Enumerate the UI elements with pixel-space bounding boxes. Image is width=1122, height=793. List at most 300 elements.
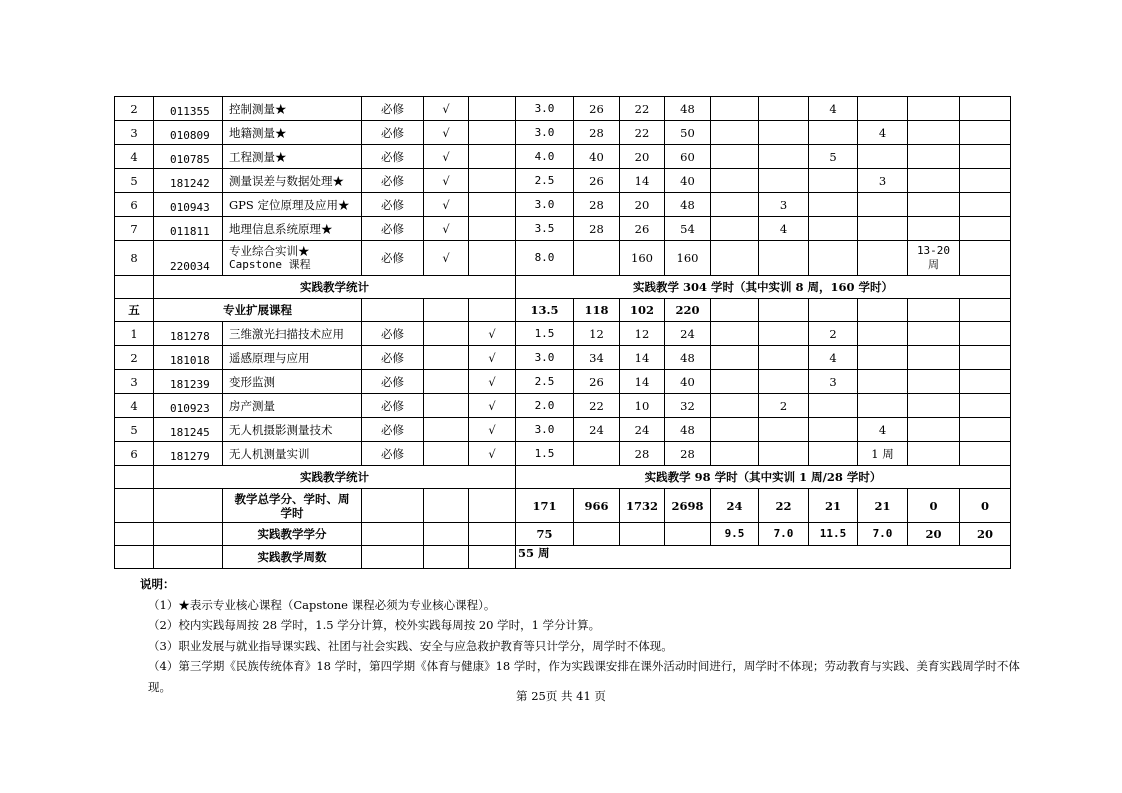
course-name: 三维激光扫描技术应用 (223, 322, 362, 346)
extension-course-rows (115, 322, 1011, 466)
check-mark: √ (424, 241, 469, 276)
semester-cell (908, 97, 960, 121)
course-code: 181279 (154, 442, 223, 466)
semester-total: 21 (809, 489, 858, 523)
credit-cell: 3.0 (516, 346, 574, 370)
practice-hours: 160 (620, 241, 665, 276)
credit-cell: 3.0 (516, 121, 574, 145)
note-item: （3）职业发展与就业指导课实践、社团与社会实践、安全与应急救护教育等只计学分，周学时不体现。 (148, 638, 673, 653)
course-type: 必修 (362, 169, 424, 193)
blank-cell (362, 523, 424, 546)
theory-hours: 12 (574, 322, 620, 346)
course-type: 必修 (362, 442, 424, 466)
table-row (115, 241, 1011, 276)
check-mark (469, 145, 516, 169)
blank-cell (362, 299, 424, 322)
theory-hours: 26 (574, 370, 620, 394)
semester-total: 0 (908, 489, 960, 523)
practice-stat-label: 实践教学统计 (154, 466, 516, 489)
theory-hours: 28 (574, 217, 620, 241)
course-code: 220034 (154, 241, 223, 276)
blank-cell (362, 546, 424, 569)
row-number: 8 (115, 241, 154, 276)
notes-title: 说明： (140, 577, 175, 591)
total-practice: 1732 (620, 489, 665, 523)
practice-hours: 20 (620, 193, 665, 217)
semester-cell: 4 (858, 121, 908, 145)
total-hours: 48 (665, 418, 711, 442)
table-row (115, 442, 1011, 466)
practice-stat-row (115, 466, 1011, 489)
semester-cell: 4 (809, 346, 858, 370)
practice-stat-label: 实践教学统计 (154, 276, 516, 299)
grand-total-label (223, 489, 362, 523)
table-row (115, 370, 1011, 394)
check-mark: √ (469, 418, 516, 442)
semester-cell (960, 418, 1011, 442)
check-mark: √ (469, 322, 516, 346)
semester-cell (759, 241, 809, 276)
grand-total-row (115, 489, 1011, 523)
course-code: 181239 (154, 370, 223, 394)
total-hours: 40 (665, 169, 711, 193)
course-name-line2: Capstone 课程 (229, 258, 311, 271)
blank-cell (115, 546, 154, 569)
credit-cell: 3.0 (516, 193, 574, 217)
practice-hours: 20 (620, 145, 665, 169)
practice-hours: 14 (620, 169, 665, 193)
theory-hours: 26 (574, 169, 620, 193)
row-number: 5 (115, 169, 154, 193)
semester-cell (960, 370, 1011, 394)
course-type: 必修 (362, 346, 424, 370)
check-mark (424, 394, 469, 418)
grand-total-label-line2: 学时 (280, 505, 304, 520)
practice-weeks-row (115, 546, 1011, 569)
blank-cell (665, 523, 711, 546)
semester-cell (809, 241, 858, 276)
blank-cell (154, 546, 223, 569)
row-number: 5 (115, 418, 154, 442)
theory-hours: 22 (574, 394, 620, 418)
semester-cell (711, 442, 759, 466)
practice-hours: 14 (620, 370, 665, 394)
totals (115, 466, 1011, 569)
credit-cell: 1.5 (516, 442, 574, 466)
total-credit: 171 (516, 489, 574, 523)
table-row (115, 418, 1011, 442)
semester-cell (908, 394, 960, 418)
blank-cell (115, 489, 154, 523)
course-code: 181245 (154, 418, 223, 442)
semester-practice-credit: 7.0 (759, 523, 809, 546)
total-hours: 160 (665, 241, 711, 276)
course-name: 变形监测 (223, 370, 362, 394)
theory-hours (574, 442, 620, 466)
semester-cell (960, 346, 1011, 370)
semester-cell (858, 217, 908, 241)
table-row (115, 346, 1011, 370)
total-hours: 28 (665, 442, 711, 466)
check-mark: √ (469, 394, 516, 418)
blank-cell (424, 489, 469, 523)
blank-cell (809, 299, 858, 322)
semester-cell (711, 346, 759, 370)
semester-practice-credit: 7.0 (858, 523, 908, 546)
theory-hours: 40 (574, 145, 620, 169)
total-theory: 966 (574, 489, 620, 523)
check-mark (424, 442, 469, 466)
semester-cell (759, 442, 809, 466)
practice-hours: 22 (620, 97, 665, 121)
capstone-and-summary (115, 241, 1011, 322)
semester-cell (960, 145, 1011, 169)
theory-hours: 26 (574, 97, 620, 121)
course-type: 必修 (362, 322, 424, 346)
practice-weeks-label: 实践教学周数 (223, 546, 362, 569)
semester-cell (908, 241, 960, 276)
course-type: 必修 (362, 241, 424, 276)
theory-hours: 34 (574, 346, 620, 370)
semester-cell (908, 370, 960, 394)
course-name (223, 241, 362, 276)
section-total: 220 (665, 299, 711, 322)
semester-cell (858, 394, 908, 418)
row-number: 3 (115, 370, 154, 394)
blank-cell (858, 299, 908, 322)
semester-cell (960, 193, 1011, 217)
course-type: 必修 (362, 193, 424, 217)
semester-cell (858, 145, 908, 169)
blank-cell (154, 489, 223, 523)
row-number: 2 (115, 97, 154, 121)
credit-cell: 8.0 (516, 241, 574, 276)
blank-cell (711, 299, 759, 322)
semester-cell: 3 (858, 169, 908, 193)
check-mark (424, 418, 469, 442)
semester-total: 22 (759, 489, 809, 523)
weeks-line2: 周 (928, 258, 939, 271)
table-row (115, 322, 1011, 346)
grand-total-label-line1: 教学总学分、学时、周 (234, 491, 350, 506)
table-row (115, 193, 1011, 217)
semester-cell (858, 193, 908, 217)
theory-hours: 28 (574, 193, 620, 217)
semester-cell (908, 346, 960, 370)
practice-weeks-value: 55 周 (516, 546, 1011, 569)
check-mark: √ (424, 97, 469, 121)
total-hours: 54 (665, 217, 711, 241)
semester-cell: 1 周 (858, 442, 908, 466)
check-mark: √ (424, 217, 469, 241)
course-type: 必修 (362, 97, 424, 121)
check-mark (424, 322, 469, 346)
practice-hours: 26 (620, 217, 665, 241)
check-mark (469, 193, 516, 217)
check-mark: √ (469, 442, 516, 466)
course-name: 无人机测量实训 (223, 442, 362, 466)
row-number: 4 (115, 394, 154, 418)
row-number: 4 (115, 145, 154, 169)
blank-cell (759, 299, 809, 322)
semester-cell (809, 442, 858, 466)
credit-cell: 2.5 (516, 370, 574, 394)
practice-credits-label: 实践教学学分 (223, 523, 362, 546)
semester-cell (711, 322, 759, 346)
blank-cell (908, 299, 960, 322)
semester-cell (711, 121, 759, 145)
course-name: 房产测量 (223, 394, 362, 418)
practice-hours: 22 (620, 121, 665, 145)
semester-cell (960, 322, 1011, 346)
semester-cell (858, 346, 908, 370)
semester-cell (908, 121, 960, 145)
semester-cell (960, 394, 1011, 418)
semester-cell: 3 (759, 193, 809, 217)
semester-cell: 4 (759, 217, 809, 241)
total-hours: 60 (665, 145, 711, 169)
page-footer: 第 25页 共 41 页 (516, 689, 606, 703)
semester-cell (908, 217, 960, 241)
semester-practice-credit: 20 (960, 523, 1011, 546)
table-row (115, 97, 1011, 121)
course-name: 地理信息系统原理★ (223, 217, 362, 241)
course-code: 011811 (154, 217, 223, 241)
course-type: 必修 (362, 370, 424, 394)
semester-cell: 2 (759, 394, 809, 418)
semester-practice-credit: 20 (908, 523, 960, 546)
blank-cell (469, 523, 516, 546)
semester-cell (960, 121, 1011, 145)
course-name: 无人机摄影测量技术 (223, 418, 362, 442)
semester-cell (858, 97, 908, 121)
course-code: 011355 (154, 97, 223, 121)
semester-cell (960, 442, 1011, 466)
total-hours: 2698 (665, 489, 711, 523)
semester-cell: 4 (858, 418, 908, 442)
check-mark (469, 241, 516, 276)
semester-cell (759, 97, 809, 121)
check-mark (469, 217, 516, 241)
blank-cell (424, 546, 469, 569)
total-hours: 50 (665, 121, 711, 145)
course-code: 181242 (154, 169, 223, 193)
row-number: 3 (115, 121, 154, 145)
semester-total: 24 (711, 489, 759, 523)
credit-cell: 3.5 (516, 217, 574, 241)
semester-cell: 5 (809, 145, 858, 169)
semester-cell (759, 418, 809, 442)
semester-cell (908, 442, 960, 466)
row-number: 6 (115, 193, 154, 217)
course-table (114, 96, 1011, 569)
course-name: 地籍测量★ (223, 121, 362, 145)
credit-cell: 1.5 (516, 322, 574, 346)
course-code: 181278 (154, 322, 223, 346)
theory-hours: 28 (574, 121, 620, 145)
semester-cell (711, 169, 759, 193)
practice-hours: 28 (620, 442, 665, 466)
course-type: 必修 (362, 121, 424, 145)
course-code: 181018 (154, 346, 223, 370)
total-hours: 48 (665, 97, 711, 121)
semester-practice-credit: 9.5 (711, 523, 759, 546)
semester-cell (809, 418, 858, 442)
semester-cell (711, 241, 759, 276)
section-header-row (115, 299, 1011, 322)
total-hours: 32 (665, 394, 711, 418)
practice-hours: 24 (620, 418, 665, 442)
check-mark: √ (424, 145, 469, 169)
semester-cell: 2 (809, 322, 858, 346)
table-row (115, 121, 1011, 145)
core-course-rows (115, 97, 1011, 241)
total-hours: 48 (665, 193, 711, 217)
semester-cell (908, 145, 960, 169)
semester-cell (711, 193, 759, 217)
semester-cell: 3 (809, 370, 858, 394)
row-number: 1 (115, 322, 154, 346)
course-code: 010785 (154, 145, 223, 169)
notes-section (140, 574, 1020, 697)
blank-cell (115, 523, 154, 546)
semester-cell: 4 (809, 97, 858, 121)
semester-cell (711, 97, 759, 121)
section-credit: 13.5 (516, 299, 574, 322)
semester-practice-credit: 11.5 (809, 523, 858, 546)
check-mark: √ (469, 346, 516, 370)
course-name: 工程测量★ (223, 145, 362, 169)
semester-cell (960, 169, 1011, 193)
course-type: 必修 (362, 145, 424, 169)
note-item: （4）第三学期《民族传统体育》18 学时，第四学期《体育与健康》18 学时，作为实践课安排在课外活动时间进行，周学时不体现；劳动教育与实践、美育实践周学时不体现。 (148, 659, 1020, 694)
semester-cell (711, 145, 759, 169)
semester-cell (809, 169, 858, 193)
course-type: 必修 (362, 394, 424, 418)
practice-credits-row (115, 523, 1011, 546)
practice-stat-text: 实践教学 98 学时（其中实训 1 周/28 学时） (516, 466, 1011, 489)
table-row (115, 145, 1011, 169)
blank-cell (469, 546, 516, 569)
semester-cell (759, 145, 809, 169)
course-type: 必修 (362, 418, 424, 442)
credit-cell: 3.0 (516, 418, 574, 442)
semester-cell (908, 322, 960, 346)
semester-cell (960, 97, 1011, 121)
check-mark (424, 346, 469, 370)
total-hours: 24 (665, 322, 711, 346)
table-row (115, 169, 1011, 193)
practice-hours: 10 (620, 394, 665, 418)
blank-cell (424, 523, 469, 546)
row-number: 2 (115, 346, 154, 370)
practice-credit-total: 75 (516, 523, 574, 546)
theory-hours (574, 241, 620, 276)
blank-cell (115, 276, 154, 299)
semester-total: 21 (858, 489, 908, 523)
blank-cell (574, 523, 620, 546)
semester-cell (711, 394, 759, 418)
practice-hours: 12 (620, 322, 665, 346)
credit-cell: 2.0 (516, 394, 574, 418)
semester-cell (809, 394, 858, 418)
credit-cell: 2.5 (516, 169, 574, 193)
check-mark: √ (424, 121, 469, 145)
section-theory: 118 (574, 299, 620, 322)
check-mark (424, 370, 469, 394)
total-hours: 40 (665, 370, 711, 394)
semester-cell (908, 418, 960, 442)
semester-cell (759, 370, 809, 394)
blank-cell (424, 299, 469, 322)
semester-total: 0 (960, 489, 1011, 523)
course-name: 测量误差与数据处理★ (223, 169, 362, 193)
blank-cell (115, 466, 154, 489)
blank-cell (469, 299, 516, 322)
course-code: 010943 (154, 193, 223, 217)
total-hours: 48 (665, 346, 711, 370)
section-practice: 102 (620, 299, 665, 322)
blank-cell (960, 299, 1011, 322)
semester-cell (759, 121, 809, 145)
table-row (115, 394, 1011, 418)
row-number: 7 (115, 217, 154, 241)
credit-cell: 4.0 (516, 145, 574, 169)
credit-cell: 3.0 (516, 97, 574, 121)
row-number: 6 (115, 442, 154, 466)
semester-cell (858, 322, 908, 346)
course-name: 控制测量★ (223, 97, 362, 121)
practice-hours: 14 (620, 346, 665, 370)
semester-cell (908, 193, 960, 217)
semester-cell (960, 217, 1011, 241)
section-title: 专业扩展课程 (154, 299, 362, 322)
course-code: 010923 (154, 394, 223, 418)
course-type: 必修 (362, 217, 424, 241)
check-mark: √ (424, 169, 469, 193)
semester-cell (759, 169, 809, 193)
semester-cell (759, 346, 809, 370)
course-name: GPS 定位原理及应用★ (223, 193, 362, 217)
semester-cell (711, 370, 759, 394)
semester-cell (759, 322, 809, 346)
check-mark: √ (469, 370, 516, 394)
table-row (115, 217, 1011, 241)
blank-cell (469, 489, 516, 523)
semester-cell (711, 418, 759, 442)
blank-cell (362, 489, 424, 523)
check-mark: √ (424, 193, 469, 217)
blank-cell (620, 523, 665, 546)
check-mark (469, 97, 516, 121)
check-mark (469, 121, 516, 145)
semester-cell (858, 241, 908, 276)
practice-stat-text: 实践教学 304 学时（其中实训 8 周，160 学时） (516, 276, 1011, 299)
semester-cell (908, 169, 960, 193)
semester-cell (809, 121, 858, 145)
semester-cell (858, 370, 908, 394)
theory-hours: 24 (574, 418, 620, 442)
semester-cell (711, 217, 759, 241)
course-name-line1: 专业综合实训★ (229, 244, 310, 258)
note-item: （1）★表示专业核心课程（Capstone 课程必须为专业核心课程）。 (148, 597, 496, 612)
section-number: 五 (115, 299, 154, 322)
course-name: 遥感原理与应用 (223, 346, 362, 370)
course-code: 010809 (154, 121, 223, 145)
practice-stat-row (115, 276, 1011, 299)
semester-cell (809, 217, 858, 241)
check-mark (469, 169, 516, 193)
